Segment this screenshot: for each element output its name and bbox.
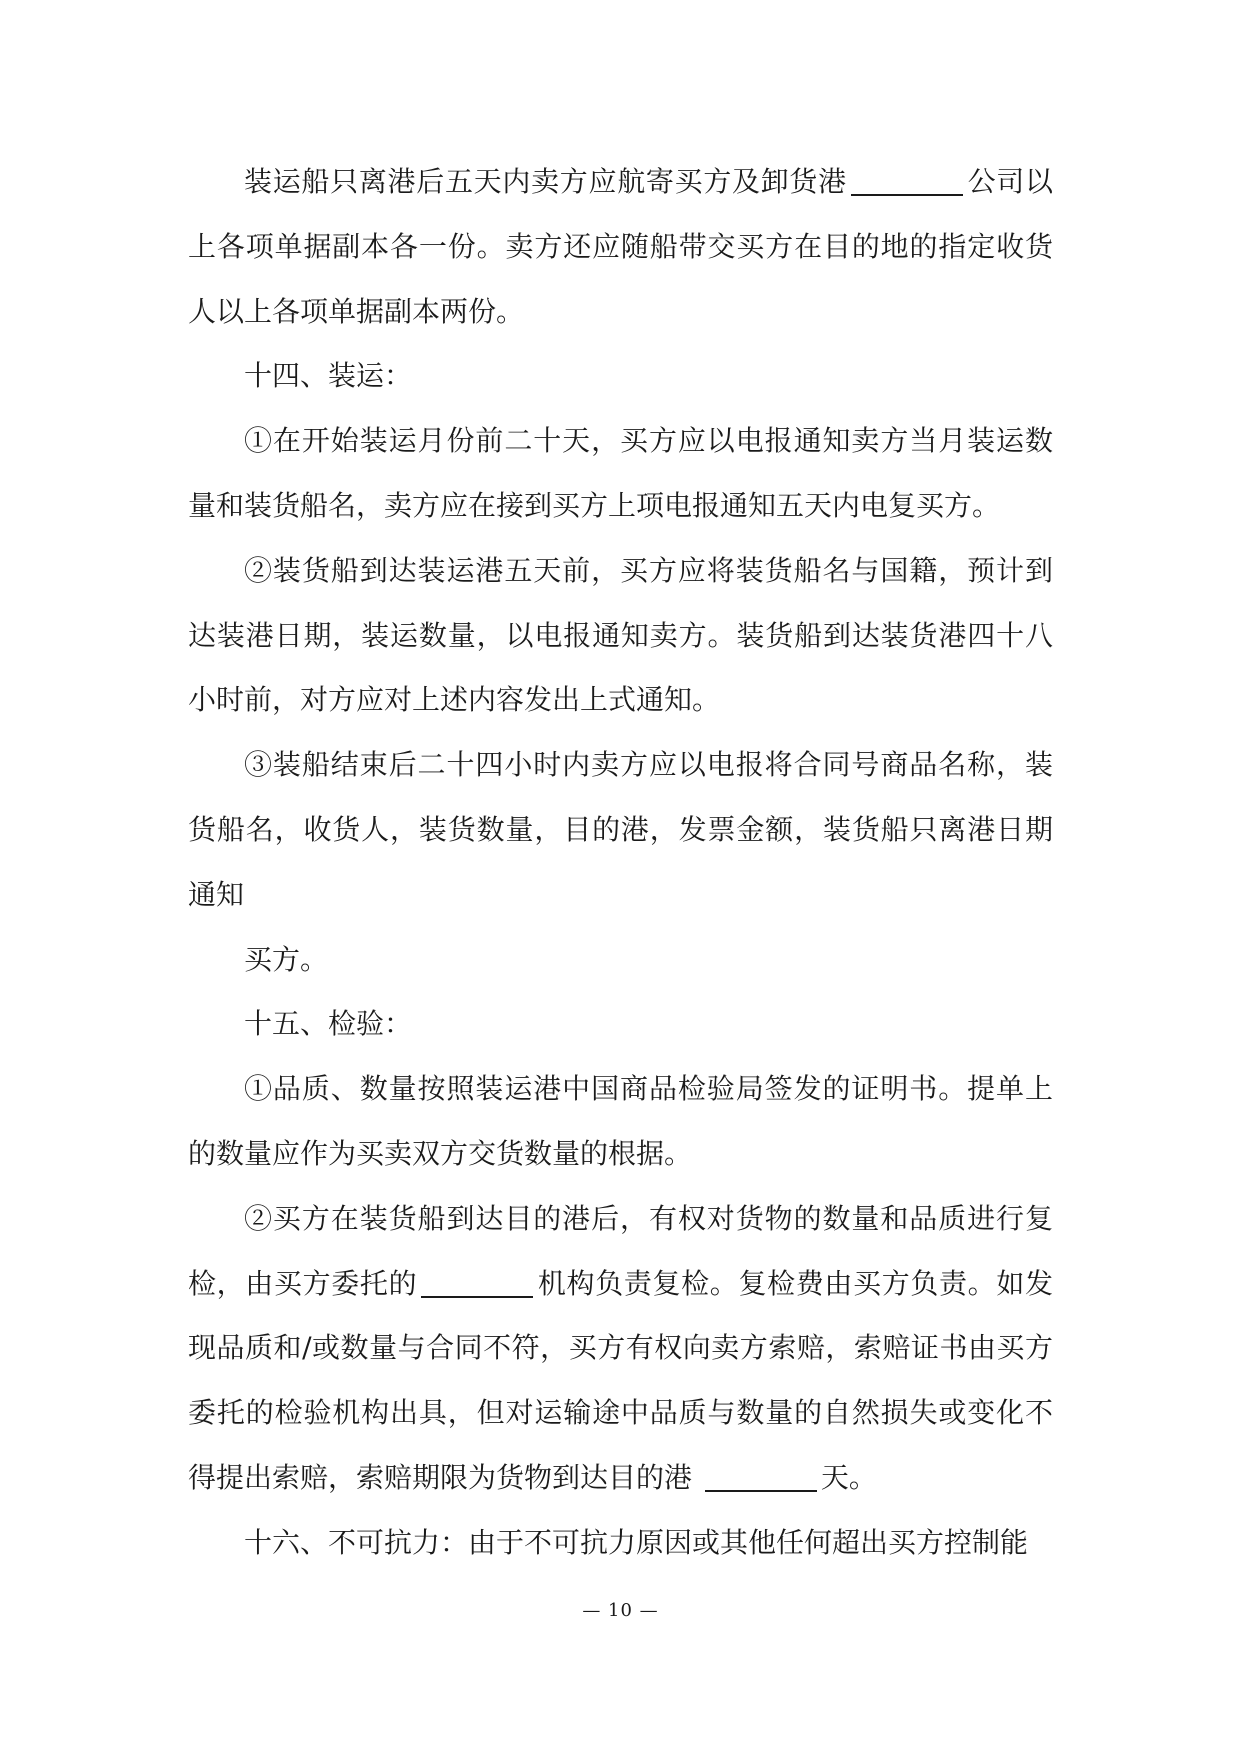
paragraph-shipment-1: ①在开始装运月份前二十天，买方应以电报通知卖方当月装运数量和装货船名，卖方应在接到买方上项电报通知五天内电复买方。 (188, 424, 1053, 522)
paragraph-text: 装运船只离港后五天内卖方应航寄买方及卸货港 (244, 165, 847, 198)
paragraph-text: 天。 (820, 1460, 877, 1494)
blank-field (851, 166, 963, 196)
blank-field (705, 1462, 817, 1492)
paragraph-shipment-2: ②装货船到达装运港五天前，买方应将装货船名与国籍，预计到达装港日期，装运数量，以电报通知卖方。装货船到达装货港四十八小时前，对方应对上述内容发出上式通知。 (188, 553, 1053, 717)
paragraph-inspection-2 (188, 1187, 1053, 1511)
section-heading-force-majeure: 十六、不可抗力：由于不可抗力原因或其他任何超出买方控制能 (244, 1525, 1029, 1559)
section-heading-shipment: 十四、装运： (244, 359, 413, 393)
paragraph-shipment-3-end: 买方。 (244, 942, 329, 976)
paragraph-shipment-3-tail: 通知 (188, 877, 245, 911)
paragraph-text: 机构负责复检。复检费由买方负责。如发现品质和/或数量与合同不符，买方有权向卖方索赔，索赔证书由买方委托的检验机构出具，但对运输途中品质与数量的自然损失或变化不得提出索赔，索赔期限为货物到达目的港 (188, 1266, 1053, 1494)
paragraph-shipment-3: ③装船结束后二十四小时内卖方应以电报将合同号商品名称，装货船名，收货人，装货数量，目的港，发票金额，装货船只离港日期 (188, 748, 1053, 846)
page-number: — 10 — (582, 1600, 659, 1621)
paragraph-text: ②买方在装货船到达目的港后，有权对货物的数量和品质进行复检，由买方委托的 (188, 1201, 1053, 1300)
paragraph-text: 公司以上各项单据副本各一份。卖方还应随船带交买方在目的地的指定收货人以上各项单据副本两份。 (188, 165, 1053, 328)
blank-field (421, 1268, 533, 1298)
paragraph-inspection-1: ①品质、数量按照装运港中国商品检验局签发的证明书。提单上的数量应作为买卖双方交货数量的根据。 (188, 1072, 1053, 1170)
paragraph-document-copies (188, 150, 1053, 344)
document-body (188, 150, 1053, 1576)
section-heading-inspection: 十五、检验： (244, 1007, 413, 1041)
